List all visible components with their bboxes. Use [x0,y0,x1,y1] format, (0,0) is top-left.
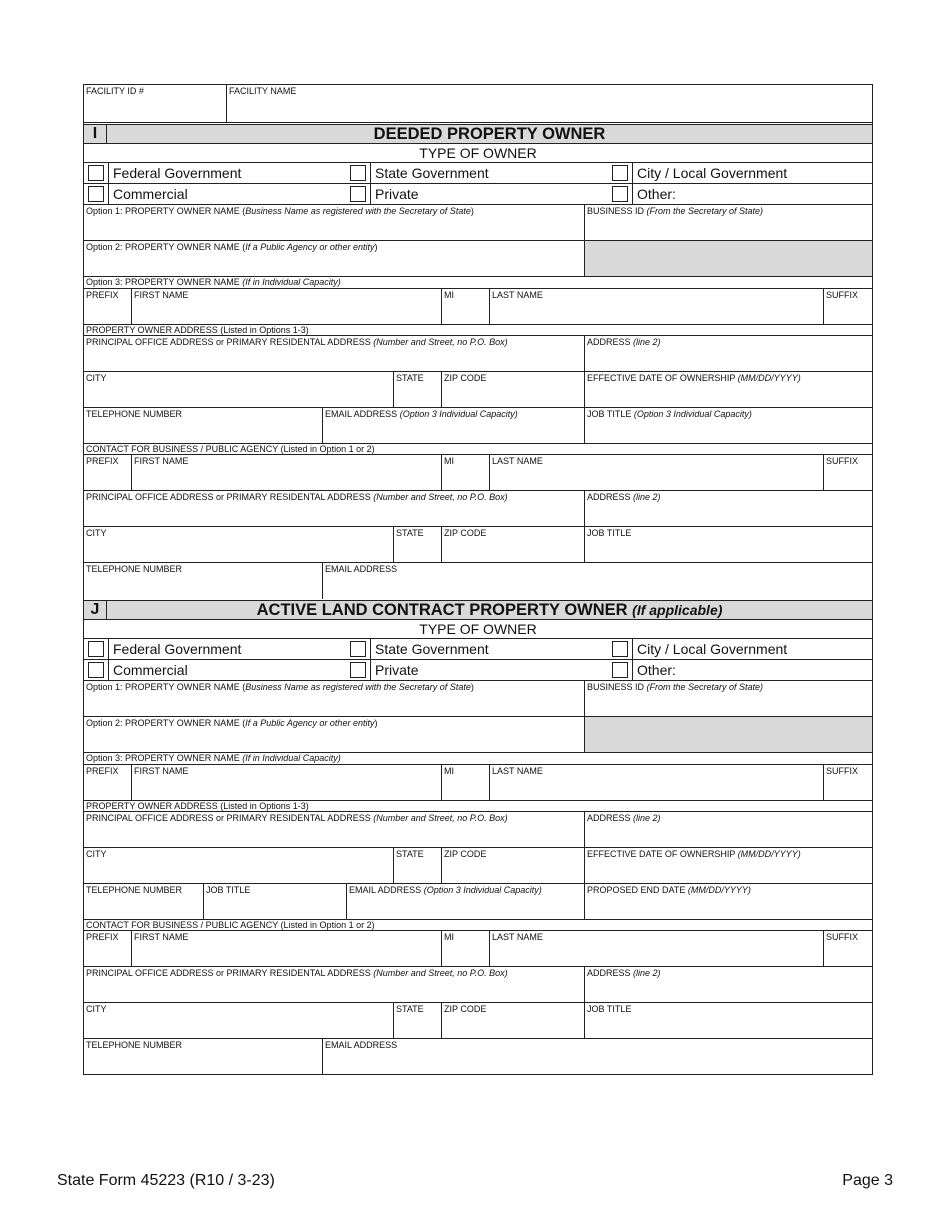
owner-type-row-2 [84,184,872,205]
contact-suffix-field[interactable]: SUFFIX [826,456,859,466]
contact-last-name-field[interactable]: LAST NAME [490,931,824,966]
telephone-row [84,884,872,920]
option2-row [84,241,872,277]
address-line2-field[interactable]: ADDRESS (line 2) [587,337,661,347]
contact-label-row [84,920,872,931]
form [83,84,873,1075]
owner-address-label: PROPERTY OWNER ADDRESS (Listed in Options 1-3) [86,801,309,811]
contact-prefix-field[interactable]: PREFIX [84,455,132,490]
mi-field[interactable]: MI [442,765,490,800]
type-of-owner-label: TYPE OF OWNER [84,144,872,163]
mi-field[interactable]: MI [442,289,490,324]
telephone-row [84,408,872,444]
business-id-field[interactable]: BUSINESS ID (From the Secretary of State) [587,682,764,692]
section-title: DEEDED PROPERTY OWNER [373,125,606,143]
facility-row [84,85,872,123]
name-row [84,764,872,801]
federal-government-label: Federal Government [113,641,242,657]
contact-email-field[interactable]: EMAIL ADDRESS [325,564,398,574]
other-label: Other: [637,662,676,678]
option1-name-field[interactable]: Option 1: PROPERTY OWNER NAME (Business Name as registered with the Secretary of State) [84,681,585,716]
proposed-end-date-field[interactable]: PROPOSED END DATE (MM/DD/YYYY) [587,885,751,895]
email-field[interactable]: EMAIL ADDRESS (Option 3 Individual Capacity) [323,408,585,443]
name-row [84,288,872,325]
telephone-field[interactable]: TELEPHONE NUMBER [84,408,323,443]
contact-mi-field[interactable]: MI [442,455,490,490]
contact-first-name-field[interactable]: FIRST NAME [132,931,442,966]
shaded-cell [585,717,872,752]
zip-field[interactable]: ZIP CODE [442,372,585,407]
option3-label-row [84,277,872,288]
private-label: Private [375,662,419,678]
contact-email-field[interactable]: EMAIL ADDRESS [325,1040,398,1050]
contact-zip-field[interactable]: ZIP CODE [442,527,585,562]
other-label: Other: [637,186,676,202]
contact-state-field[interactable]: STATE [394,1003,442,1038]
principal-address-field[interactable]: PRINCIPAL OFFICE ADDRESS or PRIMARY RESIDENTAL ADDRESS (Number and Street, no P.O. Box) [84,812,585,847]
city-field[interactable]: CITY [84,848,394,883]
business-id-field[interactable]: BUSINESS ID (From the Secretary of State) [587,206,764,216]
state-field[interactable]: STATE [394,372,442,407]
option1-name-field[interactable]: Option 1: PROPERTY OWNER NAME (Business Name as registered with the Secretary of State) [84,205,585,240]
first-name-field[interactable]: FIRST NAME [132,289,442,324]
commercial-checkbox[interactable] [88,662,104,678]
contact-telephone-row [84,1039,872,1075]
contact-name-row [84,931,872,967]
contact-city-row [84,1003,872,1039]
city-local-government-checkbox[interactable] [612,641,628,657]
contact-label-row [84,444,872,455]
option1-row [84,205,872,241]
zip-field[interactable]: ZIP CODE [442,848,585,883]
effective-date-field[interactable]: EFFECTIVE DATE OF OWNERSHIP (MM/DD/YYYY) [587,849,801,859]
section-letter: I [84,125,107,143]
contact-telephone-field[interactable]: TELEPHONE NUMBER [84,563,323,599]
suffix-field[interactable]: SUFFIX [826,290,859,300]
private-checkbox[interactable] [350,662,366,678]
contact-city-field[interactable]: CITY [84,1003,394,1038]
address-line2-field[interactable]: ADDRESS (line 2) [587,813,661,823]
contact-last-name-field[interactable]: LAST NAME [490,455,824,490]
contact-first-name-field[interactable]: FIRST NAME [132,455,442,490]
city-local-government-label: City / Local Government [637,641,788,657]
other-checkbox[interactable] [612,186,628,202]
telephone-field[interactable]: TELEPHONE NUMBER [84,884,204,919]
owner-address-label-row [84,325,872,336]
state-government-label: State Government [375,641,489,657]
contact-prefix-field[interactable]: PREFIX [84,931,132,966]
section-j-header [84,600,872,620]
last-name-field[interactable]: LAST NAME [490,289,824,324]
contact-label: CONTACT FOR BUSINESS / PUBLIC AGENCY (Listed in Option 1 or 2) [86,444,375,454]
tel-job-title-field[interactable]: JOB TITLE [204,884,347,919]
first-name-field[interactable]: FIRST NAME [132,765,442,800]
principal-address-row [84,336,872,372]
owner-type-row-2 [84,660,872,681]
facility-id-label: FACILITY ID # [86,86,144,96]
federal-government-label: Federal Government [113,165,242,181]
contact-address-line2-field[interactable]: ADDRESS (line 2) [587,968,661,978]
facility-name-field[interactable] [227,85,872,122]
option2-name-field[interactable]: Option 2: PROPERTY OWNER NAME (If a Public Agency or other entity) [84,241,585,276]
state-government-checkbox[interactable] [350,641,366,657]
other-checkbox[interactable] [612,662,628,678]
option3-label: Option 3: PROPERTY OWNER NAME (If in Individual Capacity) [86,753,341,763]
commercial-label: Commercial [113,186,188,202]
state-government-label: State Government [375,165,489,181]
email-field[interactable]: EMAIL ADDRESS (Option 3 Individual Capacity) [347,884,585,919]
shaded-cell [585,241,872,276]
option2-name-field[interactable]: Option 2: PROPERTY OWNER NAME (If a Public Agency or other entity) [84,717,585,752]
contact-address-row [84,967,872,1003]
contact-principal-address-field[interactable]: PRINCIPAL OFFICE ADDRESS or PRIMARY RESIDENTAL ADDRESS (Number and Street, no P.O. Box) [84,967,585,1002]
federal-government-checkbox[interactable] [88,641,104,657]
contact-city-field[interactable]: CITY [84,527,394,562]
option3-label: Option 3: PROPERTY OWNER NAME (If in Individual Capacity) [86,277,341,287]
contact-city-row [84,527,872,563]
effective-date-field[interactable]: EFFECTIVE DATE OF OWNERSHIP (MM/DD/YYYY) [587,373,801,383]
job-title-field[interactable]: JOB TITLE (Option 3 Individual Capacity) [587,409,752,419]
contact-job-title-field[interactable]: JOB TITLE [587,528,632,538]
owner-address-label: PROPERTY OWNER ADDRESS (Listed in Options 1-3) [86,325,309,335]
city-local-government-checkbox[interactable] [612,165,628,181]
contact-zip-field[interactable]: ZIP CODE [442,1003,585,1038]
contact-principal-address-field[interactable]: PRINCIPAL OFFICE ADDRESS or PRIMARY RESIDENTAL ADDRESS (Number and Street, no P.O. Box) [84,491,585,526]
commercial-label: Commercial [113,662,188,678]
commercial-checkbox[interactable] [88,186,104,202]
prefix-field[interactable]: PREFIX [84,289,132,324]
page-number: Page 3 [842,1172,893,1189]
facility-id-field[interactable] [84,85,227,122]
owner-address-label-row [84,801,872,812]
contact-address-row [84,491,872,527]
city-row [84,372,872,408]
contact-name-row [84,455,872,491]
city-local-government-label: City / Local Government [637,165,788,181]
facility-name-label: FACILITY NAME [229,86,297,96]
contact-mi-field[interactable]: MI [442,931,490,966]
owner-type-row-1 [84,639,872,660]
form-number: State Form 45223 (R10 / 3-23) [57,1172,275,1189]
section-i-header [84,124,872,144]
option2-row [84,717,872,753]
owner-type-row-1 [84,163,872,184]
prefix-field[interactable]: PREFIX [84,765,132,800]
option3-label-row [84,753,872,764]
contact-telephone-field[interactable]: TELEPHONE NUMBER [84,1039,323,1074]
contact-label: CONTACT FOR BUSINESS / PUBLIC AGENCY (Listed in Option 1 or 2) [86,920,375,930]
contact-job-title-field[interactable]: JOB TITLE [587,1004,632,1014]
suffix-field[interactable]: SUFFIX [826,766,859,776]
type-of-owner-label: TYPE OF OWNER [84,620,872,639]
state-government-checkbox[interactable] [350,165,366,181]
option1-row [84,681,872,717]
federal-government-checkbox[interactable] [88,165,104,181]
contact-state-field[interactable]: STATE [394,527,442,562]
contact-suffix-field[interactable]: SUFFIX [826,932,859,942]
private-label: Private [375,186,419,202]
contact-telephone-row [84,563,872,599]
city-field[interactable]: CITY [84,372,394,407]
principal-address-field[interactable]: PRINCIPAL OFFICE ADDRESS or PRIMARY RESIDENTAL ADDRESS (Number and Street, no P.O. Box) [84,336,585,371]
private-checkbox[interactable] [350,186,366,202]
principal-address-row [84,812,872,848]
section-title: ACTIVE LAND CONTRACT PROPERTY OWNER (If applicable) [256,601,723,619]
section-letter: J [84,601,107,619]
contact-address-line2-field[interactable]: ADDRESS (line 2) [587,492,661,502]
city-row [84,848,872,884]
state-field[interactable]: STATE [394,848,442,883]
last-name-field[interactable]: LAST NAME [490,765,824,800]
